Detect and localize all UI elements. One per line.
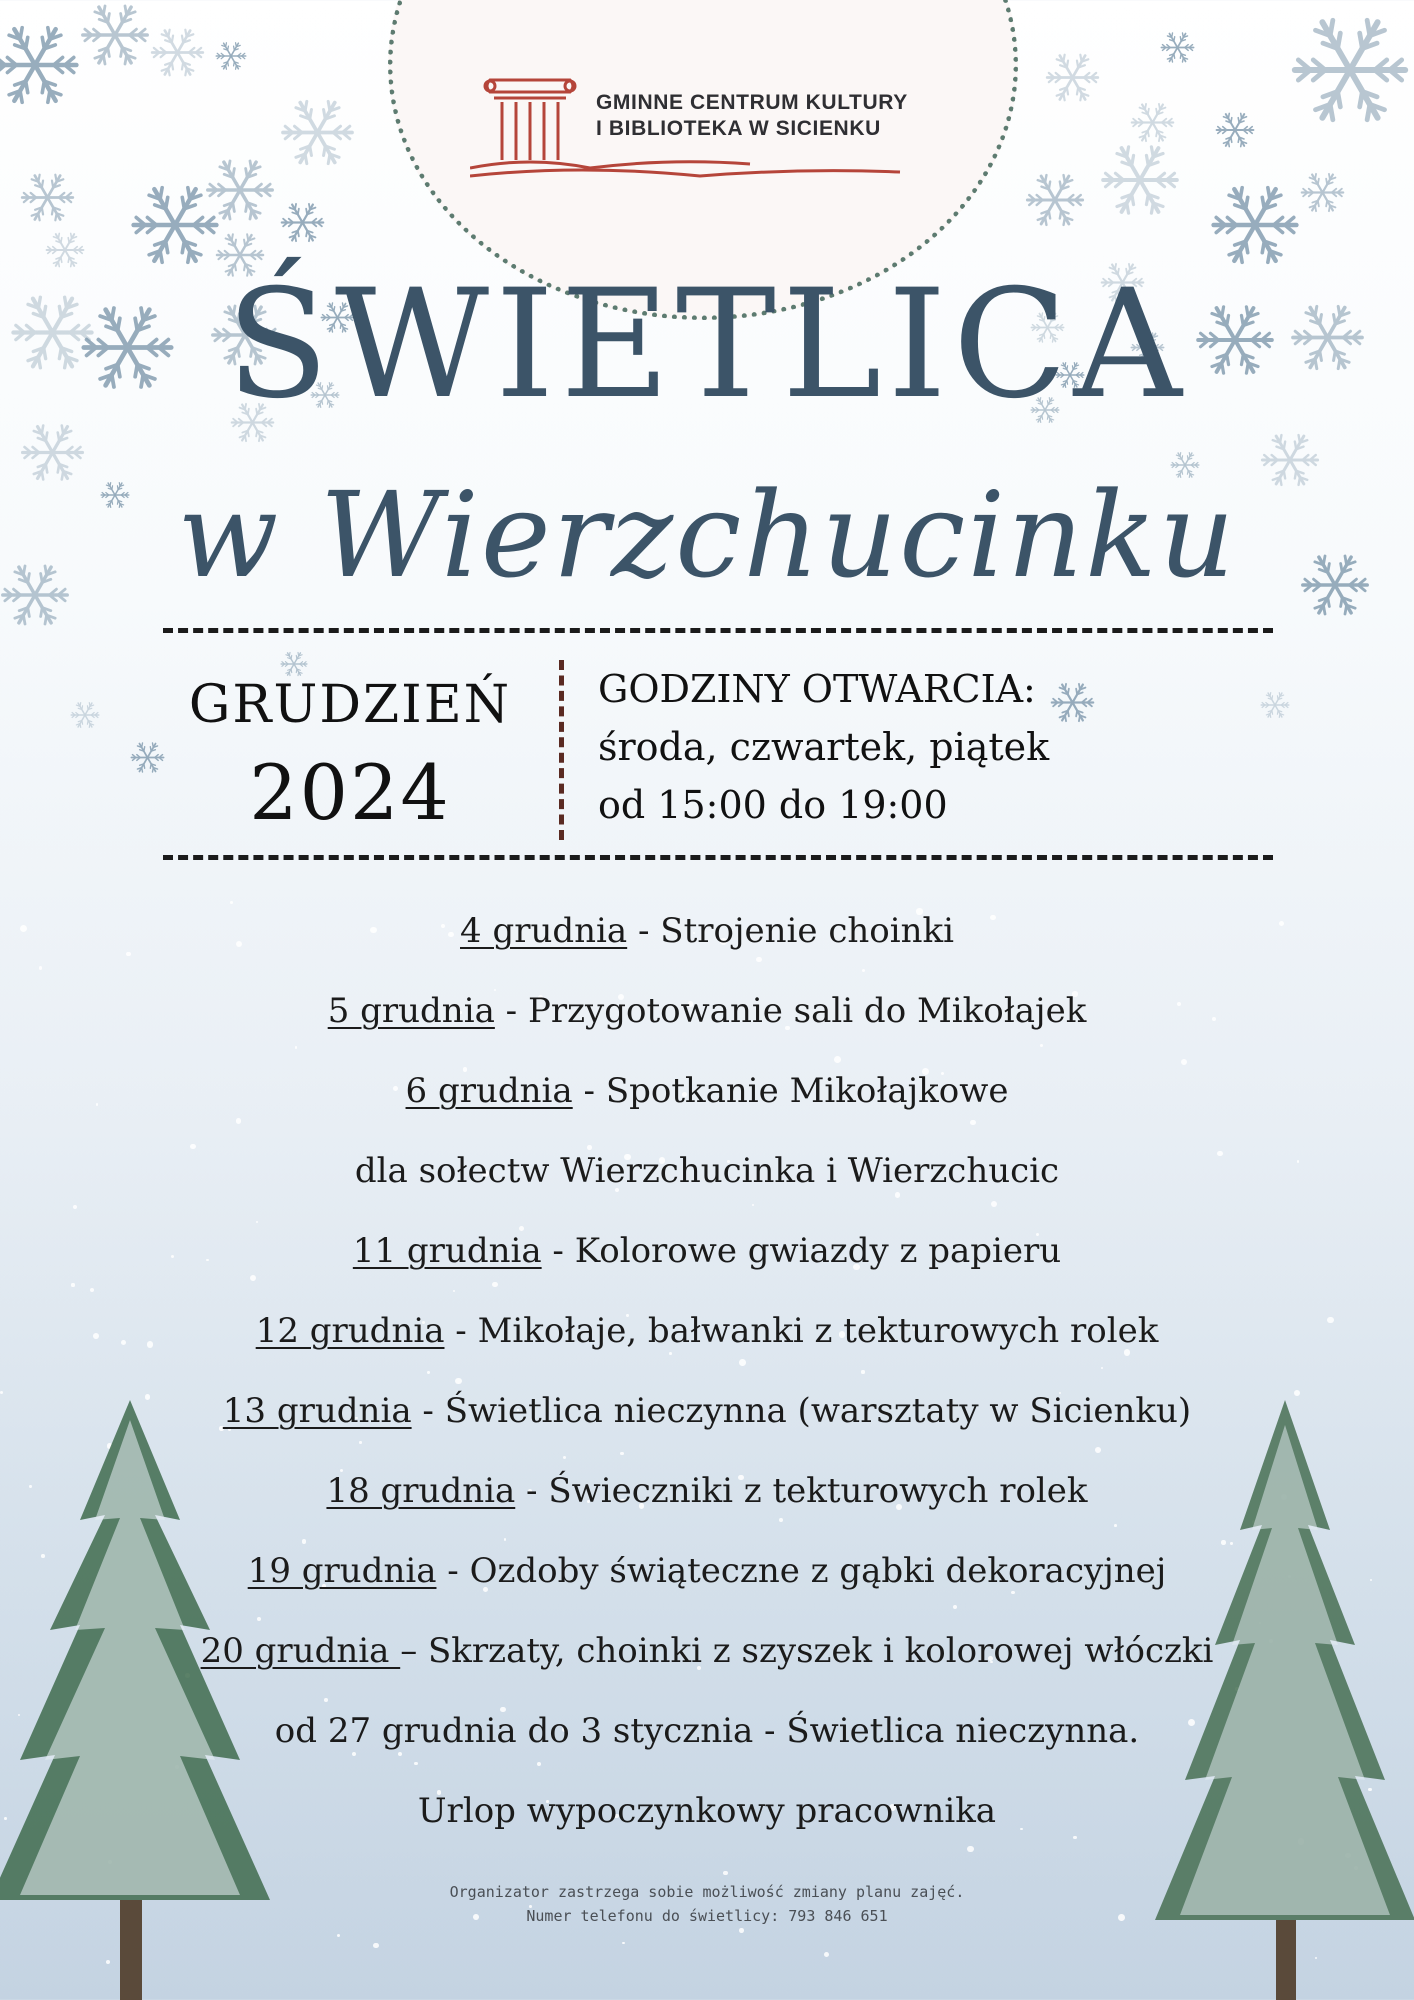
opening-hours-days: środa, czwartek, piątek — [598, 725, 1050, 769]
snowflake-icon — [150, 25, 205, 84]
divider-top — [163, 628, 1273, 633]
snow-dot — [0, 1391, 3, 1394]
schedule-item — [120, 1058, 1294, 1138]
schedule-activity: Skrzaty, choinki z szyszek i kolorowej włóczki — [428, 1631, 1214, 1671]
footer-phone: Numer telefonu do świetlicy: 793 846 651 — [526, 1907, 888, 1925]
snow-dot — [739, 1928, 744, 1933]
snow-dot — [622, 1942, 625, 1945]
opening-hours-time: od 15:00 do 19:00 — [598, 783, 948, 827]
schedule-activity: Strojenie choinki — [660, 911, 954, 951]
year-label: 2024 — [249, 748, 451, 837]
schedule-item — [120, 1538, 1294, 1618]
snowflake-icon — [1100, 140, 1180, 224]
snowflake-icon — [1045, 50, 1100, 109]
page-subtitle: w Wierzchucinku — [177, 466, 1237, 604]
schedule-separator: - — [436, 1551, 470, 1591]
schedule-date: 12 grudnia — [255, 1311, 445, 1351]
schedule-activity: dla sołectw Wierzchucinka i Wierzchucic — [354, 1151, 1060, 1191]
schedule-date: 19 grudnia — [247, 1551, 437, 1591]
snow-dot — [73, 1205, 77, 1209]
schedule-separator: - — [494, 991, 528, 1031]
schedule-date: 18 grudnia — [326, 1471, 516, 1511]
opening-hours — [598, 660, 1049, 834]
schedule-item — [120, 1698, 1294, 1778]
schedule-activity: Świetlica nieczynna (warsztaty w Sicienku) — [444, 1391, 1192, 1431]
snowflake-icon — [130, 740, 165, 779]
schedule-separator: - — [572, 1071, 606, 1111]
snowflake-icon — [20, 170, 75, 229]
schedule-separator: - — [627, 911, 661, 951]
snowflake-icon — [280, 95, 355, 174]
snow-dot — [20, 925, 27, 932]
schedule-item — [120, 1458, 1294, 1538]
schedule-date: 4 grudnia — [460, 911, 628, 951]
divider-vertical — [559, 660, 564, 840]
schedule-date: 6 grudnia — [405, 1071, 573, 1111]
divider-bottom — [163, 855, 1273, 860]
snowflake-icon — [1160, 30, 1195, 69]
snow-dot — [337, 1934, 340, 1937]
snowflake-icon — [1025, 170, 1085, 234]
schedule-separator: – — [400, 1631, 429, 1671]
schedule-date: 5 grudnia — [327, 991, 495, 1031]
snow-dot — [824, 1952, 830, 1958]
snowflake-icon — [205, 155, 275, 229]
snowflake-icon — [70, 700, 100, 734]
schedule-separator: - — [541, 1231, 575, 1271]
schedule-item — [120, 1138, 1294, 1218]
snowflake-icon — [215, 40, 247, 76]
month-label: GRUDZIEŃ — [188, 675, 512, 735]
snowflake-icon — [1215, 110, 1255, 154]
schedule-item — [120, 1218, 1294, 1298]
schedule-activity: Mikołaje, bałwanki z tekturowych rolek — [477, 1311, 1159, 1351]
page-title: ŚWIETLICA — [226, 258, 1188, 432]
schedule-item — [120, 898, 1294, 978]
snow-dot — [1327, 1317, 1333, 1323]
organizer-name-line2: I BIBLIOTEKA W SICIENKU — [596, 117, 881, 140]
snowflake-icon — [0, 20, 80, 114]
opening-hours-heading: GODZINY OTWARCIA: — [598, 667, 1036, 711]
schedule-activity: Ozdoby świąteczne z gąbki dekoracyjnej — [469, 1551, 1167, 1591]
snowflake-icon — [1260, 690, 1290, 724]
schedule-list — [120, 898, 1294, 1858]
schedule-activity: od 27 grudnia do 3 stycznia - Świetlica nieczynna. — [274, 1711, 1140, 1751]
schedule-item — [120, 978, 1294, 1058]
schedule-activity: Świeczniki z tekturowych rolek — [548, 1471, 1088, 1511]
schedule-date: 11 grudnia — [352, 1231, 542, 1271]
organizer-logo — [470, 72, 930, 182]
snowflake-icon — [1050, 680, 1095, 729]
schedule-separator: - — [444, 1311, 478, 1351]
snowflake-icon — [1290, 10, 1410, 134]
schedule-separator: - — [411, 1391, 445, 1431]
schedule-date: 20 grudnia — [200, 1631, 401, 1671]
snow-dot — [1297, 1160, 1299, 1162]
snow-dot — [373, 1943, 379, 1949]
snow-dot — [96, 1103, 98, 1105]
snow-dot — [90, 1288, 94, 1292]
schedule-activity: Przygotowanie sali do Mikołajek — [527, 991, 1087, 1031]
footer-disclaimer: Organizator zastrzega sobie możliwość zmiany planu zajęć. — [449, 1883, 965, 1901]
snowflake-icon — [280, 200, 325, 249]
snowflake-icon — [80, 0, 150, 74]
snow-dot — [1294, 1390, 1300, 1396]
footer-note — [0, 1880, 1414, 1928]
snowflake-icon — [1300, 170, 1345, 219]
schedule-item — [120, 1778, 1294, 1858]
schedule-item — [120, 1378, 1294, 1458]
schedule-activity: Spotkanie Mikołajkowe — [605, 1071, 1009, 1111]
snow-dot — [39, 966, 43, 970]
schedule-activity: Urlop wypoczynkowy pracownika — [417, 1791, 997, 1831]
schedule-activity: Kolorowe gwiazdy z papieru — [574, 1231, 1062, 1271]
organizer-name-line1: GMINNE CENTRUM KULTURY — [596, 91, 908, 114]
snow-dot — [723, 1871, 727, 1875]
schedule-separator: - — [515, 1471, 549, 1511]
schedule-date: 13 grudnia — [222, 1391, 412, 1431]
snow-dot — [93, 1333, 99, 1339]
schedule-item — [120, 1298, 1294, 1378]
snow-dot — [71, 1283, 74, 1286]
schedule-item — [120, 1618, 1294, 1698]
